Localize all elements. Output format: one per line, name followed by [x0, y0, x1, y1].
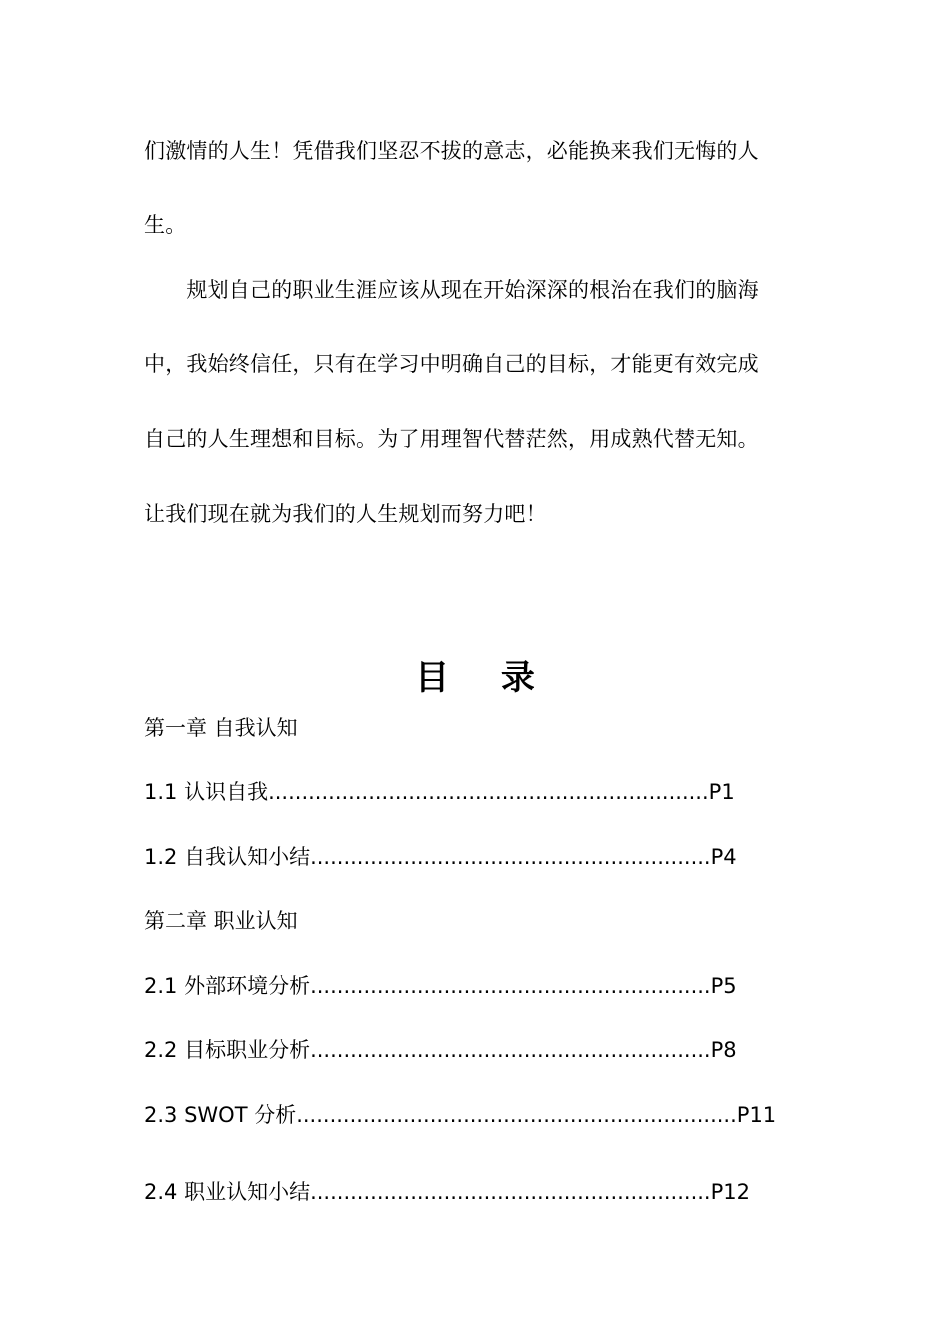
toc-leader-dots: ............................................................ [310, 974, 711, 998]
toc-leader-dots: .................................................................. [268, 780, 709, 804]
toc-leader-dots: ............................................................ [310, 1038, 711, 1062]
toc-leader-dots: .................................................................. [296, 1103, 737, 1127]
toc-page-number: P1 [708, 780, 735, 804]
toc-entry-2-4[interactable] [144, 1178, 750, 1206]
toc-page-number: P5 [710, 974, 737, 998]
toc-entry-label: 1.2 自我认知小结 [144, 845, 311, 869]
toc-chapter-2: 第二章 职业认知 [144, 909, 298, 933]
toc-entry-label: 2.1 外部环境分析 [144, 974, 311, 998]
toc-page-number: P12 [710, 1180, 750, 1204]
toc-entry-1-2[interactable] [144, 843, 737, 871]
paragraph-line-3: 规划自己的职业生涯应该从现在开始深深的根治在我们的脑海 [144, 278, 759, 302]
paragraph-line-6: 让我们现在就为我们的人生规划而努力吧！ [144, 502, 547, 526]
toc-title-text: 目 录 [415, 658, 555, 698]
toc-entry-label: 1.1 认识自我 [144, 780, 269, 804]
toc-leader-dots: ............................................................ [310, 845, 711, 869]
toc-entry-2-1[interactable] [144, 972, 737, 1000]
toc-entry-label: 2.2 目标职业分析 [144, 1038, 311, 1062]
toc-entry-2-3[interactable] [144, 1101, 776, 1129]
toc-title [0, 654, 950, 702]
paragraph-line-2: 生。 [144, 213, 187, 237]
toc-entry-1-1[interactable] [144, 778, 735, 806]
toc-entry-label: 2.3 SWOT 分析 [144, 1103, 297, 1127]
paragraph-line-1: 们激情的人生！凭借我们坚忍不拔的意志，必能换来我们无悔的人 [144, 139, 759, 163]
toc-entry-2-2[interactable] [144, 1036, 737, 1064]
paragraph-line-4: 中，我始终信任，只有在学习中明确自己的目标，才能更有效完成 [144, 352, 759, 376]
toc-entry-label: 2.4 职业认知小结 [144, 1180, 311, 1204]
toc-page-number: P11 [736, 1103, 777, 1127]
toc-chapter-1: 第一章 自我认知 [144, 716, 298, 740]
toc-leader-dots: ............................................................ [310, 1180, 711, 1204]
paragraph-line-5: 自己的人生理想和目标。为了用理智代替茫然，用成熟代替无知。 [144, 427, 759, 451]
toc-page-number: P4 [710, 845, 737, 869]
toc-page-number: P8 [710, 1038, 737, 1062]
